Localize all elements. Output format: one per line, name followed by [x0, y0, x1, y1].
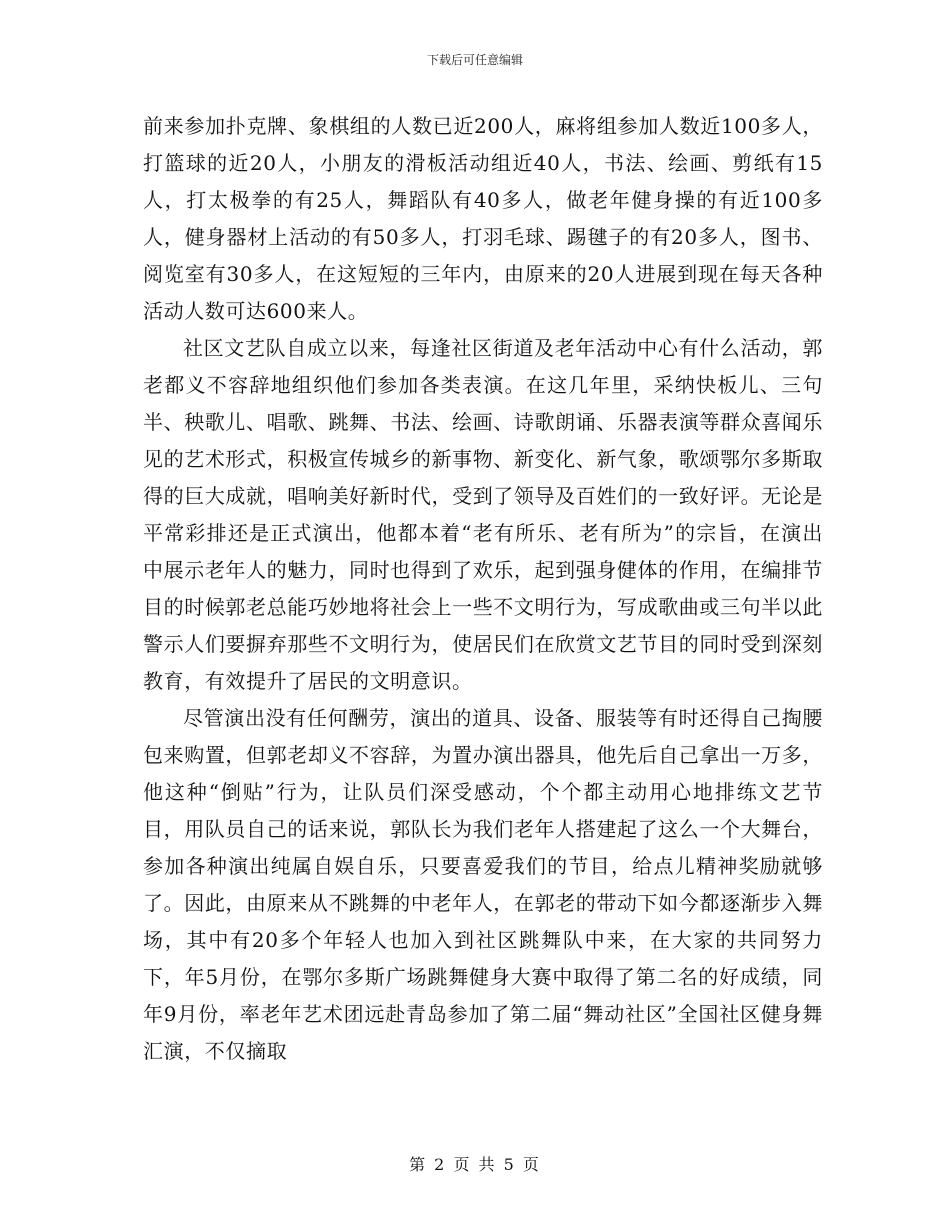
page-number-footer: 第 2 页 共 5 页: [409, 1155, 541, 1174]
page-header: 下载后可任意编辑: [426, 53, 523, 67]
document-body: [143, 108, 823, 1070]
paragraph-2: 社区文艺队自成立以来，每逢社区街道及老年活动中心有什么活动，郭老都义不容辞地组织他们参加各类表演。在这几年里，采纳快板儿、三句半、秧歌儿、唱歌、跳舞、书法、绘画、诗歌朗诵、乐器表演等群众喜闻乐见的艺术形式，积极宣传城乡的新事物、新变化、新气象，歌颂鄂尔多斯取得的巨大成就，唱响美好新时代，受到了领导及百姓们的一致好评。无论是平常彩排还是正式演出，他都本着“老有所乐、老有所为”的宗旨，在演出中展示老年人的魅力，同时也得到了欢乐，起到强身健体的作用，在编排节目的时候郭老总能巧妙地将社会上一些不文明行为，写成歌曲或三句半以此警示人们要摒弃那些不文明行为，使居民们在欣赏文艺节目的同时受到深刻教育，有效提升了居民的文明意识。: [143, 336, 823, 693]
paragraph-3: 尽管演出没有任何酬劳，演出的道具、设备、服装等有时还得自己掏腰包来购置，但郭老却义不容辞，为置办演出器具，他先后自己拿出一万多，他这种“倒贴”行为，让队员们深受感动，个个都主动用心地排练文艺节目，用队员自己的话来说，郭队长为我们老年人搭建起了这么一个大舞台，参加各种演出纯属自娱自乐，只要喜爱我们的节目，给点儿精神奖励就够了。因此，由原来从不跳舞的中老年人，在郭老的带动下如今都逐渐步入舞场，其中有20多个年轻人也加入到社区跳舞队中来，在大家的共同努力下，年5月份，在鄂尔多斯广场跳舞健身大赛中取得了第二名的好成绩，同年9月份，率老年艺术团远赴青岛参加了第二届“舞动社区”全国社区健身舞汇演，不仅摘取: [143, 706, 823, 1063]
paragraph-1: 前来参加扑克牌、象棋组的人数已近200人，麻将组参加人数近100多人，打篮球的近20人，小朋友的滑板活动组近40人，书法、绘画、剪纸有15人，打太极拳的有25人，舞蹈队有40多人，做老年健身操的有近100多人，健身器材上活动的有50多人，打羽毛球、踢毽子的有20多人，图书、阅览室有30多人，在这短短的三年内，由原来的20人进展到现在每天各种活动人数可达600来人。: [143, 114, 823, 323]
